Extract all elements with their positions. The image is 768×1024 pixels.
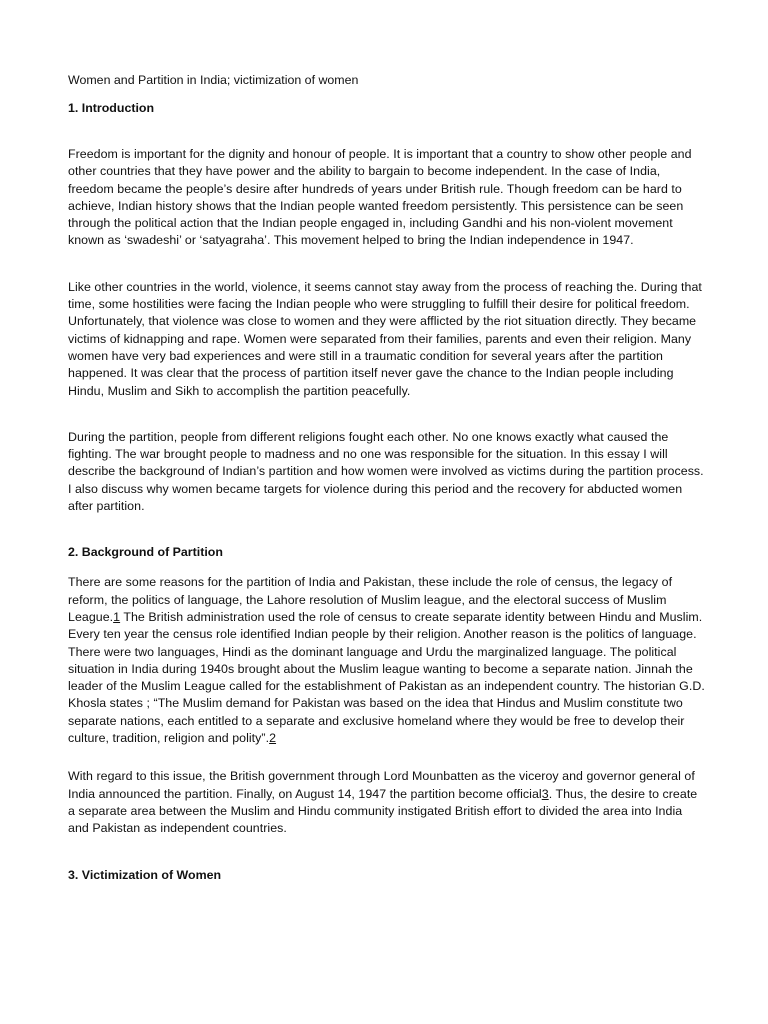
background-paragraph-1-part-a: There are some reasons for the partition of India and Pakistan, these include the role of census, the legacy of reform, the politics of language, the Lahore resolution of Muslim league, and the electoral success of Muslim League. — [68, 575, 673, 624]
background-paragraph-2-part-a: With regard to this issue, the British government through Lord Mounbatten as the viceroy and governor general of India announced the partition. Finally, on August 14, 1947 the partition become official — [68, 769, 695, 801]
spacer — [68, 117, 706, 146]
spacer — [68, 250, 706, 279]
intro-paragraph-1: Freedom is important for the dignity and honour of people. It is important that a country to show other people and other countries that they have power and the ability to bargain to become independent. In the case of India, freedom became the people’s desire after hundreds of years under British rule. Though freedom can be hard to achieve, Indian history shows that the Indian people wanted freedom persistently. This persistence can be seen through the political action that the Indian people engaged in, including Gandhi and his non-violent movement known as ‘swadeshi’ or ‘satyagraha’. This movement helped to bring the Indian independence in 1947. — [68, 147, 692, 248]
background-paragraph-2-part-b: . Thus, the desire to create a separate area between the Muslim and Hindu community instigated British effort to divided the area into India and Pakistan as independent countries. — [68, 786, 698, 836]
spacer — [68, 747, 706, 768]
footnote-link-3[interactable]: 3 — [541, 786, 549, 801]
footnote-link-1[interactable]: 1 — [113, 609, 121, 624]
background-paragraph-1 — [68, 574, 706, 747]
intro-paragraph-2: Like other countries in the world, violence, it seems cannot stay away from the process of reaching the. During that time, some hostilities were facing the Indian people who were struggling to fulfill their desire for political freedom. Unfortunately, that violence was close to women and they were afflicted by the riot situation directly. They became victims of kidnapping and rape. Women were separated from their families, parents and even their religion. Many women have very bad experiences and were still in a traumatic condition for several years after the partition happened. It was clear that the process of partition itself never gave the chance to the Indian people including Hindu, Muslim and Sikh to accomplish the partition peacefully. — [68, 279, 702, 398]
footnote-link-2[interactable]: 2 — [269, 731, 277, 746]
intro-paragraph-3: During the partition, people from different religions fought each other. No one knows exactly what caused the fighting. The war brought people to madness and no one was responsible for the situation. In this essay I will describe the background of Indian’s partition and how women were involved as victims during the partition process. I also discuss why women became targets for violence during this period and the recovery for abducted women after partition. — [68, 429, 704, 514]
section-heading-background: 2. Background of Partition — [68, 545, 223, 560]
section-heading-introduction: 1. Introduction — [68, 101, 155, 115]
spacer — [68, 561, 706, 574]
spacer — [68, 838, 706, 867]
background-paragraph-2 — [68, 768, 706, 837]
spacer — [68, 400, 706, 429]
section-heading-victimization: 3. Victimization of Women — [68, 867, 222, 882]
background-paragraph-1-part-b: The British administration used the role of census to create separate identity between Hindu and Muslim. Every ten year the census role identified Indian people by their religion. Another reason is the politics of language. There were two languages, Hindi as the dominant language and Urdu the marginalized language. The political situation in India during 1940s brought about the Muslim league wanting to become a separate nation. Jinnah the leader of the Muslim League called for the establishment of Pakistan as an independent country. The historian G.D. Khosla states ; “The Muslim demand for Pakistan was based on the idea that Hindus and Muslim constitute two separate nations, each entitled to a separate and exclusive homeland where they would be free to develop their culture, tradition, religion and polity”. — [68, 609, 705, 746]
document-title: Women and Partition in India; victimization of women — [68, 73, 359, 87]
spacer — [68, 515, 706, 544]
